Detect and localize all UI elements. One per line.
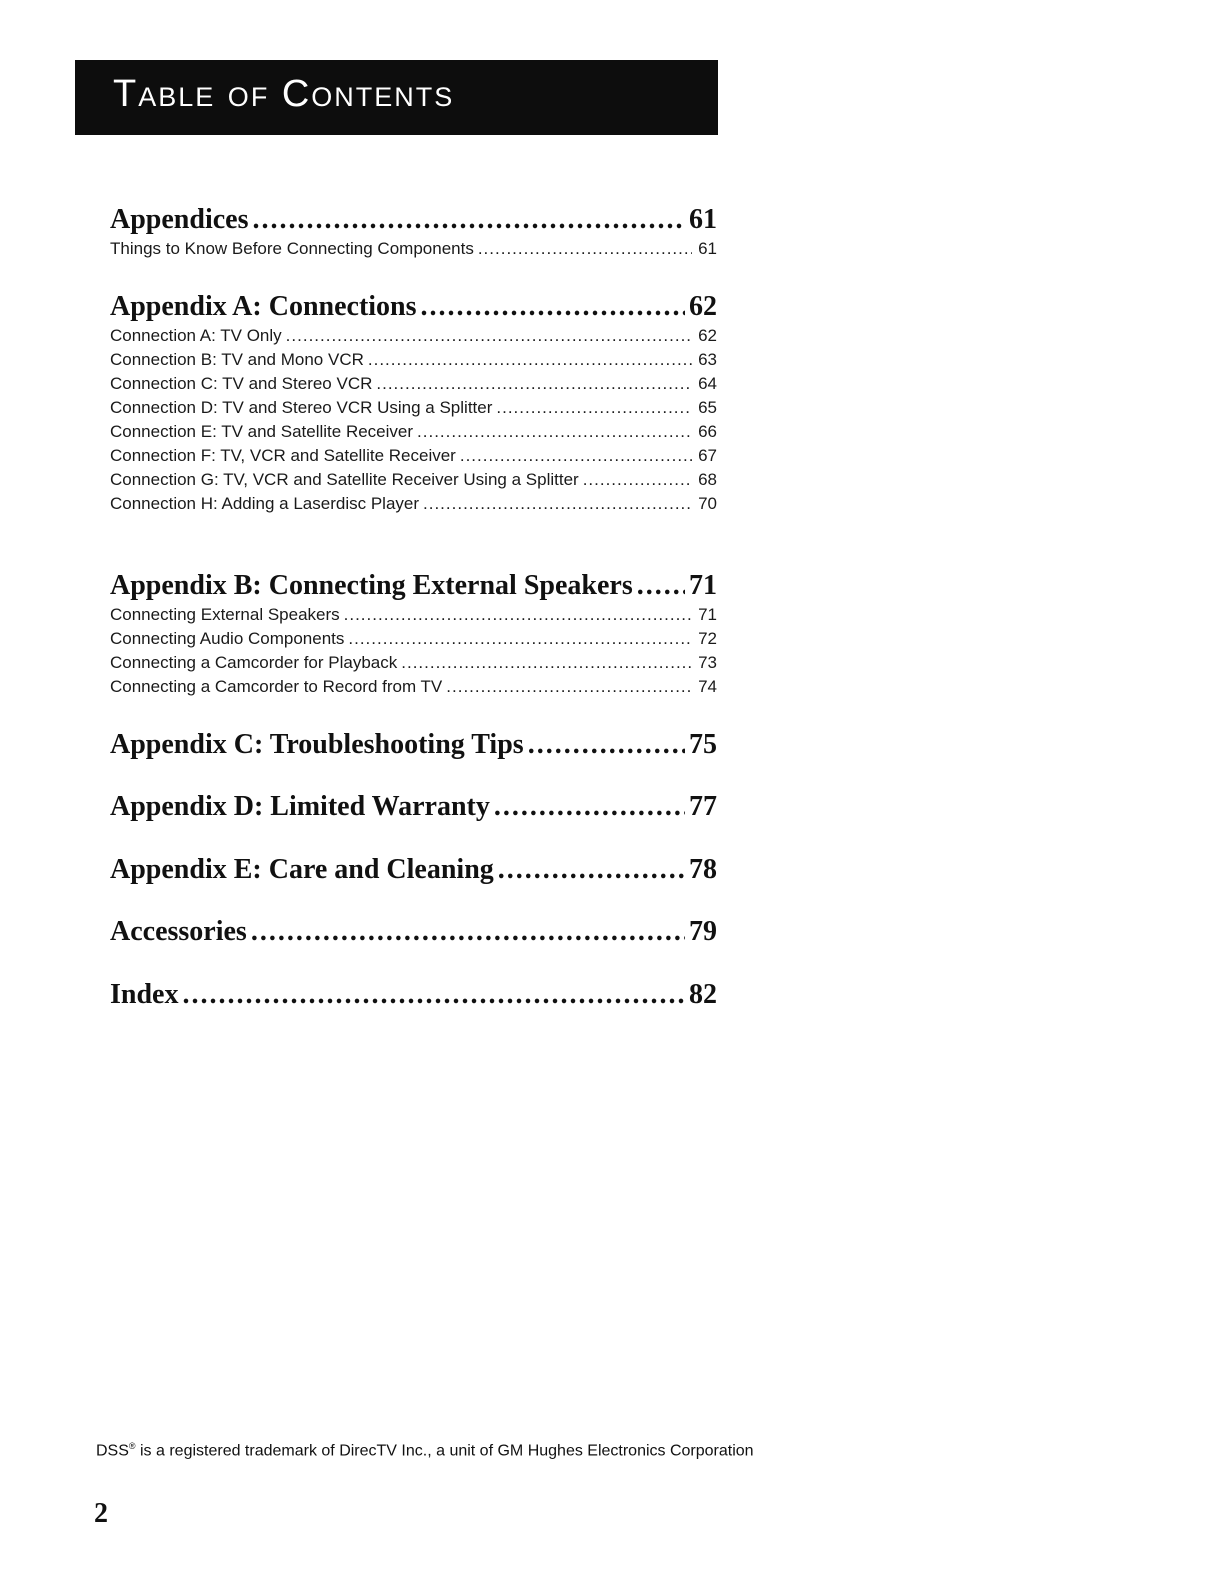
toc-entry[interactable] [110,468,717,492]
toc-entry[interactable] [110,627,717,651]
entry-title: Connecting External Speakers [110,605,340,624]
entry-title: Connection B: TV and Mono VCR [110,350,364,369]
dot-leader [252,203,685,237]
section-page: 77 [689,791,717,822]
entry-page: 72 [698,629,717,648]
section-page: 75 [689,729,717,760]
section-title: Appendices [110,204,249,235]
toc-entry[interactable] [110,651,717,675]
section-page: 79 [689,916,717,947]
entry-title: Connection H: Adding a Laserdisc Player [110,494,420,513]
toc-entry[interactable] [110,420,717,444]
entry-title: Connection C: TV and Stereo VCR [110,374,373,393]
toc-section-appendix-a [110,290,717,516]
dot-leader [583,468,692,492]
toc-section-heading[interactable] [110,978,717,1012]
entry-title: Connection A: TV Only [110,326,282,345]
section-title: Index [110,979,179,1010]
dot-leader [496,396,692,420]
trademark-text: is a registered trademark of DirecTV Inc., a unit of GM Hughes Electronics Corporation [135,1442,754,1460]
dot-leader [182,978,685,1012]
entry-page: 61 [698,239,717,258]
section-title: Appendix E: Care and Cleaning [110,854,494,885]
toc-entry[interactable] [110,348,717,372]
toc-section-heading[interactable] [110,853,717,887]
toc-section-appendix-e [110,853,717,887]
toc-entry[interactable] [110,372,717,396]
toc-section-heading[interactable] [110,569,717,603]
dot-leader [421,290,685,324]
entry-title: Connecting Audio Components [110,629,345,648]
toc-entry[interactable] [110,237,717,261]
entry-page: 71 [698,605,717,624]
dot-leader [417,420,692,444]
entry-title: Connecting a Camcorder to Record from TV [110,677,443,696]
dot-leader [251,915,685,949]
dot-leader [446,675,692,699]
entry-title: Things to Know Before Connecting Components [110,239,474,258]
dot-leader [637,569,685,603]
toc-section-accessories [110,915,717,949]
page-number: 2 [94,1498,108,1529]
section-page: 61 [689,204,717,235]
section-title: Appendix D: Limited Warranty [110,791,490,822]
toc-section-heading[interactable] [110,203,717,237]
dot-leader [528,728,685,762]
toc-section-appendices [110,203,717,261]
page-title: Table of Contents [113,73,455,115]
trademark-brand: DSS [96,1442,129,1460]
entry-page: 66 [698,422,717,441]
entry-page: 62 [698,326,717,345]
entry-page: 63 [698,350,717,369]
entry-page: 70 [698,494,717,513]
toc-entry[interactable] [110,396,717,420]
toc-section-heading[interactable] [110,290,717,324]
entry-page: 64 [698,374,717,393]
dot-leader [344,603,692,627]
entry-page: 68 [698,470,717,489]
toc-section-appendix-d [110,790,717,824]
dot-leader [460,444,692,468]
entry-page: 65 [698,398,717,417]
dot-leader [494,790,685,824]
entry-title: Connection G: TV, VCR and Satellite Receiver Using a Splitter [110,470,579,489]
toc-entry[interactable] [110,444,717,468]
dot-leader [478,237,692,261]
toc-entry[interactable] [110,675,717,699]
dot-leader [423,492,692,516]
toc-section-appendix-c [110,728,717,762]
entry-title: Connection E: TV and Satellite Receiver [110,422,414,441]
entry-title: Connection F: TV, VCR and Satellite Receiver [110,446,456,465]
entry-page: 73 [698,653,717,672]
dot-leader [348,627,692,651]
toc-entry[interactable] [110,324,717,348]
toc-section-heading[interactable] [110,728,717,762]
entry-title: Connection D: TV and Stereo VCR Using a Splitter [110,398,493,417]
section-title: Appendix C: Troubleshooting Tips [110,729,524,760]
toc-section-index [110,978,717,1012]
dot-leader [368,348,692,372]
header-bar [75,60,718,135]
entry-page: 67 [698,446,717,465]
section-page: 82 [689,979,717,1010]
dot-leader [286,324,692,348]
section-title: Appendix A: Connections [110,291,417,322]
toc-section-appendix-b [110,569,717,699]
toc-entry[interactable] [110,492,717,516]
toc-entry[interactable] [110,603,717,627]
section-page: 78 [689,854,717,885]
entry-title: Connecting a Camcorder for Playback [110,653,398,672]
section-title: Accessories [110,916,247,947]
section-page: 62 [689,291,717,322]
toc-section-heading[interactable] [110,790,717,824]
registered-mark: ® [128,1441,136,1451]
dot-leader [498,853,685,887]
trademark-footnote [96,1441,754,1460]
section-page: 71 [689,570,717,601]
section-title: Appendix B: Connecting External Speakers [110,570,633,601]
entry-page: 74 [698,677,717,696]
dot-leader [376,372,692,396]
dot-leader [401,651,692,675]
toc-section-heading[interactable] [110,915,717,949]
